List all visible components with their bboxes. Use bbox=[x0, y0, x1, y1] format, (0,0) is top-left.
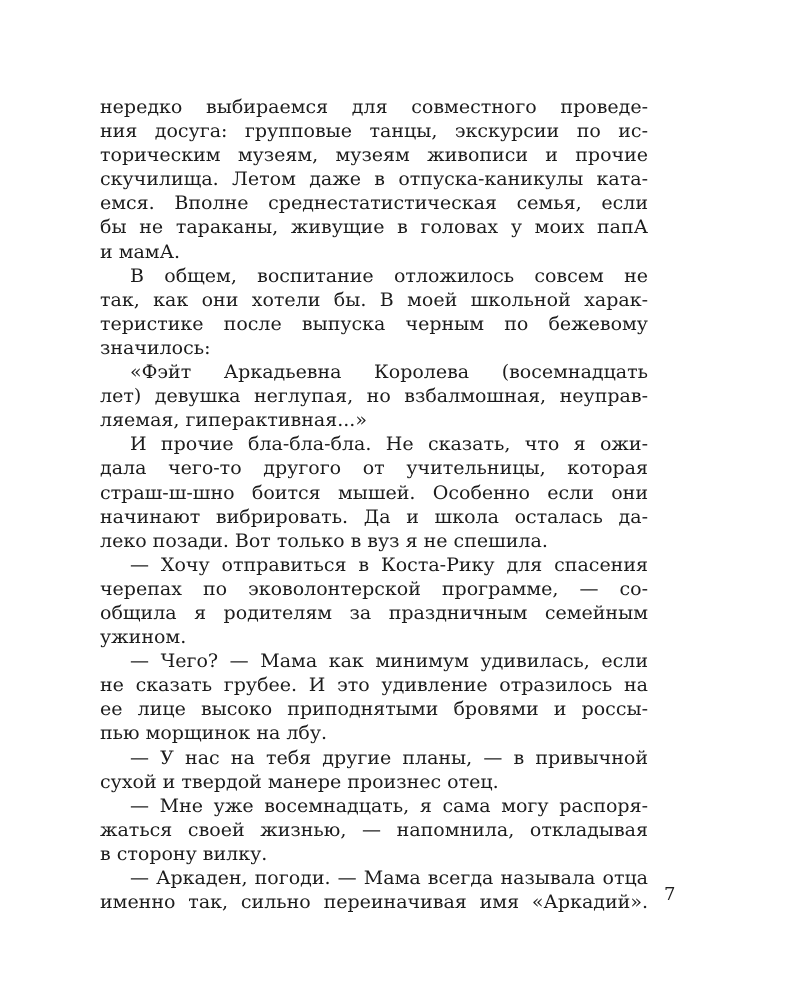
text-line: — Мне уже восемнадцать, я сама могу распоря- bbox=[130, 794, 648, 817]
text-line: жаться своей жизнью, — напомнила, откладывая bbox=[100, 818, 648, 841]
text-line: В общем, воспитание отложилось совсем не bbox=[130, 264, 648, 287]
text-line: скучилища. Летом даже в отпуска-каникулы ката- bbox=[100, 168, 648, 191]
text-line: ужином. bbox=[100, 626, 187, 649]
text-line: теристике после выпуска черным по бежевому bbox=[100, 312, 648, 335]
text-line: «Фэйт Аркадьевна Королева (восемнадцать bbox=[130, 361, 648, 384]
text-line: торическим музеям, музеям живописи и прочие bbox=[100, 144, 648, 167]
text-line: — Хочу отправиться в Коста-Рику для спасения bbox=[130, 553, 648, 576]
text-line: пью морщинок на лбу. bbox=[100, 722, 328, 745]
text-line: и мамА. bbox=[100, 240, 181, 263]
text-line: бы не тараканы, живущие в головах у моих папА bbox=[100, 216, 648, 239]
text-line: — Чего? — Мама как минимум удивилась, если bbox=[130, 650, 648, 673]
text-line: — Аркаден, погоди. — Мама всегда называла отца bbox=[130, 867, 648, 889]
text-line: общила я родителям за праздничным семейным bbox=[100, 601, 648, 624]
text-line: дала чего-то другого от учительницы, которая bbox=[100, 457, 648, 480]
text-line: начинают вибрировать. Да и школа осталась да- bbox=[100, 505, 648, 528]
text-line: И прочие бла-бла-бла. Не сказать, что я ожи- bbox=[130, 433, 648, 456]
page-text bbox=[100, 95, 648, 914]
text-line: лет) девушка неглупая, но взбалмошная, неуправ- bbox=[100, 385, 648, 408]
text-line: — У нас на тебя другие планы, — в привычной bbox=[130, 746, 648, 769]
text-line: черепах по эковолонтерской программе, — со- bbox=[100, 577, 648, 600]
text-line: ляемая, гиперактивная...» bbox=[100, 409, 367, 432]
text-line: ния досуга: групповые танцы, экскурсии по ис- bbox=[100, 120, 648, 143]
text-line: емся. Вполне среднестатистическая семья, если bbox=[100, 192, 648, 215]
text-line: ее лице высоко приподнятыми бровями и россы- bbox=[100, 698, 648, 721]
text-line: не сказать грубее. И это удивление отразилось на bbox=[100, 674, 648, 697]
text-line: значилось: bbox=[100, 336, 211, 359]
text-line: леко позади. Вот только в вуз я не спешила. bbox=[100, 529, 548, 552]
text-line: в сторону вилку. bbox=[100, 842, 268, 865]
text-line: страш-ш-шно боится мышей. Особенно если они bbox=[100, 481, 648, 504]
text-line: так, как они хотели бы. В моей школьной харак- bbox=[100, 288, 648, 311]
page-number: 7 bbox=[664, 884, 676, 905]
text-line: именно так, сильно переиначивая имя «Аркадий». bbox=[100, 891, 648, 914]
text-line: нередко выбираемся для совместного проведе- bbox=[100, 96, 648, 118]
text-line: сухой и твердой манере произнес отец. bbox=[100, 770, 499, 793]
